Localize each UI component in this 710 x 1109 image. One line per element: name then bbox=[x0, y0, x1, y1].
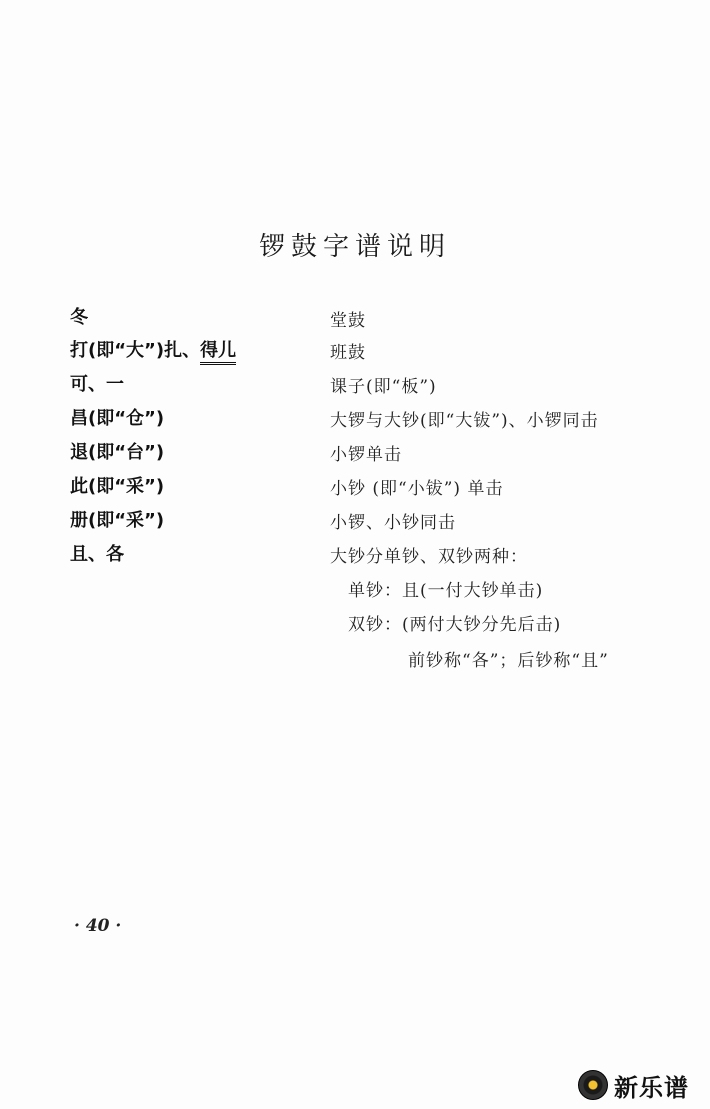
desc-bangu: 班鼓 bbox=[330, 343, 366, 363]
term-qie-ge: 且、各 bbox=[70, 544, 124, 565]
desc-daluo: 大锣与大钞(即“大钹”)、小锣同击 bbox=[330, 411, 599, 431]
term-da-main: 打(即“大”)扎、 bbox=[70, 340, 201, 361]
site-logo bbox=[578, 1068, 689, 1102]
term-da bbox=[70, 336, 236, 362]
term-ce: 册(即“采”) bbox=[70, 510, 165, 531]
term-tui: 退(即“台”) bbox=[70, 442, 165, 463]
page-number: · 40 · bbox=[74, 916, 122, 936]
desc-danchao: 单钞：且(一付大钞单击) bbox=[348, 581, 544, 601]
desc-shuangchao: 双钞：(两付大钞分先后击) bbox=[348, 615, 562, 635]
term-ke: 可、一 bbox=[70, 374, 124, 395]
desc-tanggu: 堂鼓 bbox=[330, 311, 366, 331]
desc-luo-chao: 小锣、小钞同击 bbox=[330, 513, 456, 533]
term-dong: 冬 bbox=[70, 307, 88, 328]
term-der-underlined: 得儿 bbox=[200, 340, 236, 365]
record-disc-icon bbox=[578, 1070, 608, 1100]
logo-text: 新乐谱 bbox=[614, 1073, 689, 1102]
desc-dachao: 大钞分单钞、双钞两种： bbox=[330, 547, 528, 567]
page-title: 锣鼓字谱说明 bbox=[258, 232, 451, 262]
desc-xiaoluo: 小锣单击 bbox=[330, 445, 402, 465]
desc-qianchao: 前钞称“各”；后钞称“且” bbox=[408, 651, 609, 671]
term-chang: 昌(即“仓”) bbox=[70, 408, 165, 429]
term-ci: 此(即“采”) bbox=[70, 476, 165, 497]
desc-kezi: 课子(即“板”) bbox=[330, 377, 437, 397]
desc-xiaochao: 小钞 (即“小钹”) 单击 bbox=[330, 479, 504, 499]
